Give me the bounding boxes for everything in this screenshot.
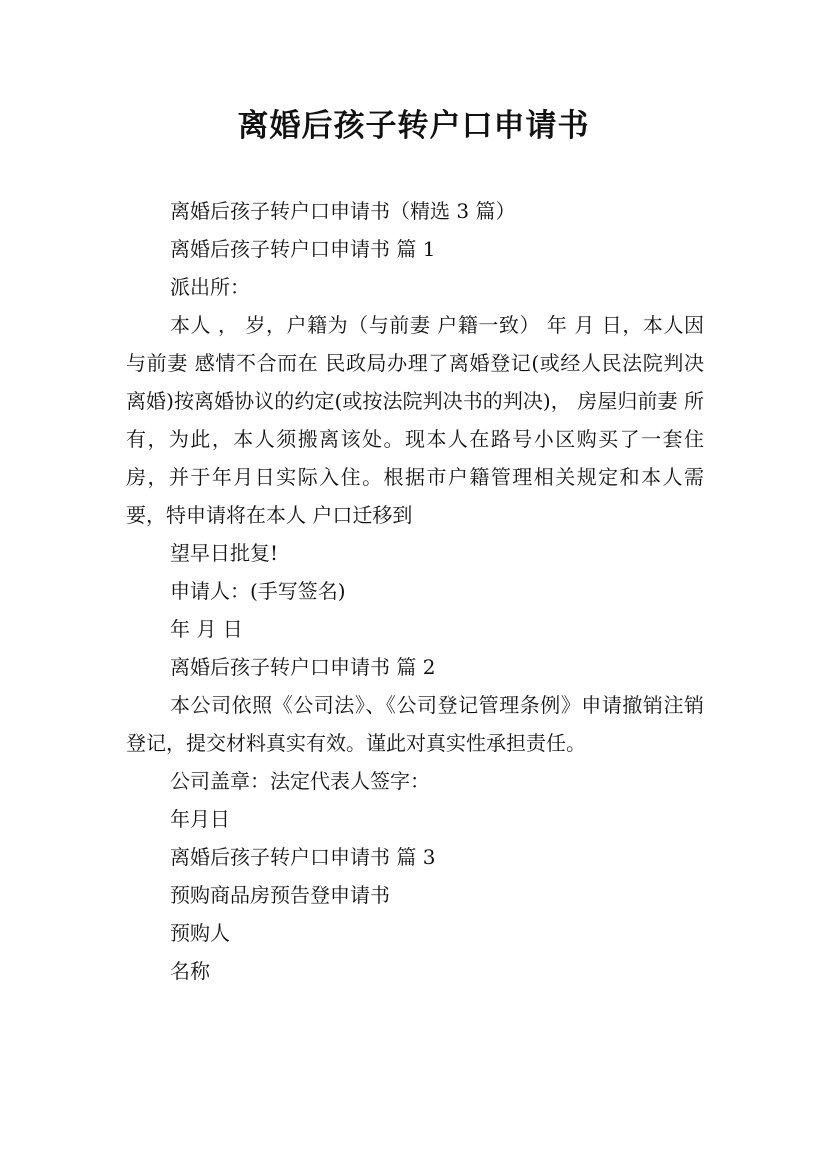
- section-heading-3: 离婚后孩子转户口申请书 篇 3: [170, 845, 436, 869]
- paragraph-main-request: 本人 ， 岁，户籍为（与前妻 户籍一致） 年 月 日，本人因与前妻 感情不合而在 民政局办理了离婚登记(或经人民法院判决离婚)按离婚协议的约定(或按法院判决书的判决)， 房屋归前妻 所有，为此，本人须搬离该处。现本人在路号小区购买了一套住房，并于年月日实际入住。根据市户籍管理相关规定和本人需要，特申请将在本人 户口迁移到: [126, 313, 704, 527]
- paragraph-company-statement: 本公司依照《公司法》、《公司登记管理条例》申请撤销注销登记，提交材料真实有效。谨此对真实性承担责任。: [126, 693, 704, 755]
- form-label-name: 名称: [170, 959, 210, 983]
- section-heading-2: 离婚后孩子转户口申请书 篇 2: [170, 655, 436, 679]
- document-title: 离婚后孩子转户口申请书: [237, 108, 590, 144]
- date-line-2: 年月日: [170, 807, 230, 831]
- form-title: 预购商品房预告登申请书: [170, 883, 390, 907]
- paragraph-collection-title: 离婚后孩子转户口申请书（精选 3 篇）: [170, 199, 516, 223]
- section-heading-1: 离婚后孩子转户口申请书 篇 1: [170, 237, 436, 261]
- addressee: 派出所：: [170, 275, 250, 299]
- paragraph-closing: 望早日批复!: [170, 541, 279, 565]
- date-line-1: 年 月 日: [170, 617, 243, 641]
- company-seal-line: 公司盖章：法定代表人签字：: [170, 769, 430, 793]
- form-label-buyer: 预购人: [170, 921, 230, 945]
- document-body: [126, 190, 704, 990]
- applicant-signature-line: 申请人：(手写签名): [170, 579, 346, 603]
